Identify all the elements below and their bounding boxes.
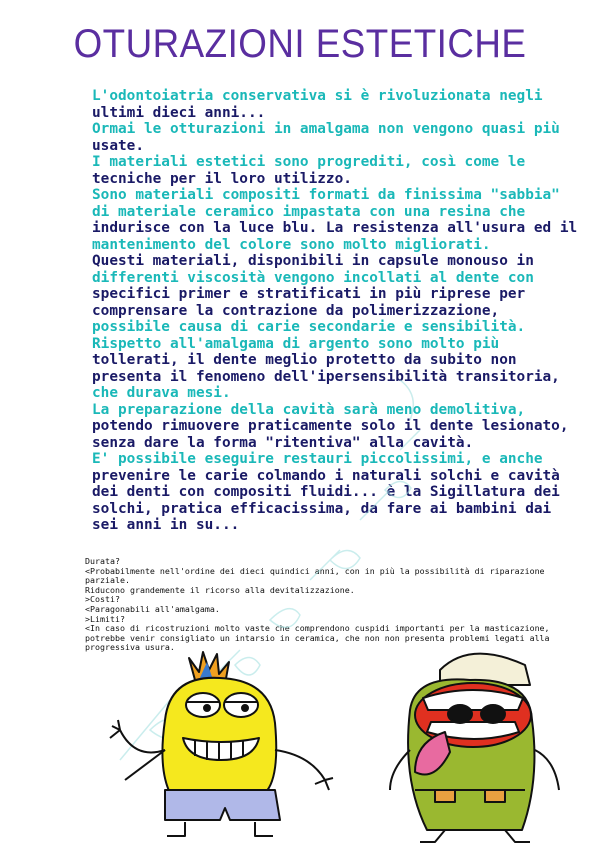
text-line: comprensare la contrazione da polimerizzazione, <box>92 302 500 319</box>
text-line: I materiali estetici sono progrediti, così come le <box>92 154 526 170</box>
text-line: specifici primer e stratificati in più riprese per <box>92 286 526 302</box>
faq-line: potrebbe venir consigliato un intarsio in ceramica, che non non presenta problemi legati alla <box>85 632 550 643</box>
faq-line: Durata? <box>85 556 120 566</box>
text-line: L'odontoiatria conservativa si è rivoluzionata negli <box>92 88 543 104</box>
faq-line: Riducono grandemente il ricorso alla devitalizzazione. <box>85 584 355 595</box>
faq-line: parziale. <box>85 575 130 586</box>
text-line: indurisce con la luce blu. La resistenza all'usura ed il <box>92 220 578 236</box>
text-line: ultimi dieci anni... <box>92 104 266 121</box>
text-line: usate. <box>92 137 144 154</box>
text-line: prevenire le carie colmando i naturali solchi e cavità <box>92 467 560 484</box>
text-line: presenta il fenomeno dell'ipersensibilità transitoria, <box>92 368 560 385</box>
text-line: di materiale ceramico impastata con una resina che <box>92 203 526 220</box>
text-line: senza dare la forma "ritentiva" alla cavità. <box>92 434 474 451</box>
text-line: potendo rimuovere praticamente solo il dente lesionato, <box>92 418 569 434</box>
faq-line: <In caso di ricostruzioni molto vaste che comprendono cuspidi importanti per la masticazione, <box>85 623 550 634</box>
green-tooth-character <box>385 640 565 845</box>
text-line: tollerati, il dente meglio protetto da subito non <box>92 352 517 368</box>
faq-line: <Paragonabili all'amalgama. <box>85 603 220 614</box>
text-line: mantenimento del colore sono molto migliorati. <box>92 236 491 253</box>
main-text <box>92 88 600 534</box>
text-line: tecniche per il loro utilizzo. <box>92 170 352 187</box>
faq-line: >Limiti? <box>85 613 125 624</box>
faq-line: <Probabilmente nell'ordine dei dieci quindici anni, con in più la possibilità di riparazione <box>85 565 545 576</box>
faq-text <box>85 557 595 653</box>
text-line: Questi materiali, disponibili in capsule monouso in <box>92 253 534 269</box>
text-line: possibile causa di carie secondarie e sensibilità. <box>92 319 526 335</box>
text-line: La preparazione della cavità sarà meno demolitiva, <box>92 401 526 418</box>
text-line: che durava mesi. <box>92 385 231 401</box>
yellow-tooth-character <box>95 650 335 840</box>
text-line: sei anni in su... <box>92 517 240 533</box>
text-line: E' possibile eseguire restauri piccolissimi, e anche <box>92 451 543 467</box>
text-line: solchi, pratica efficacissima, da fare ai bambini dai <box>92 500 552 517</box>
text-line: differenti viscosità vengono incollati al dente con <box>92 269 534 286</box>
text-line: dei denti con compositi fluidi... è la Sigillatura dei <box>92 484 560 500</box>
page-title: OTURAZIONI ESTETICHE <box>73 22 527 66</box>
faq-line: >Costi? <box>85 594 120 605</box>
faq-line: progressiva usura. <box>85 642 175 653</box>
text-line: Ormai le otturazioni in amalgama non vengono quasi più <box>92 121 560 137</box>
text-line: Sono materiali compositi formati da finissima "sabbia" <box>92 187 560 203</box>
text-line: Rispetto all'amalgama di argento sono molto più <box>92 335 500 352</box>
